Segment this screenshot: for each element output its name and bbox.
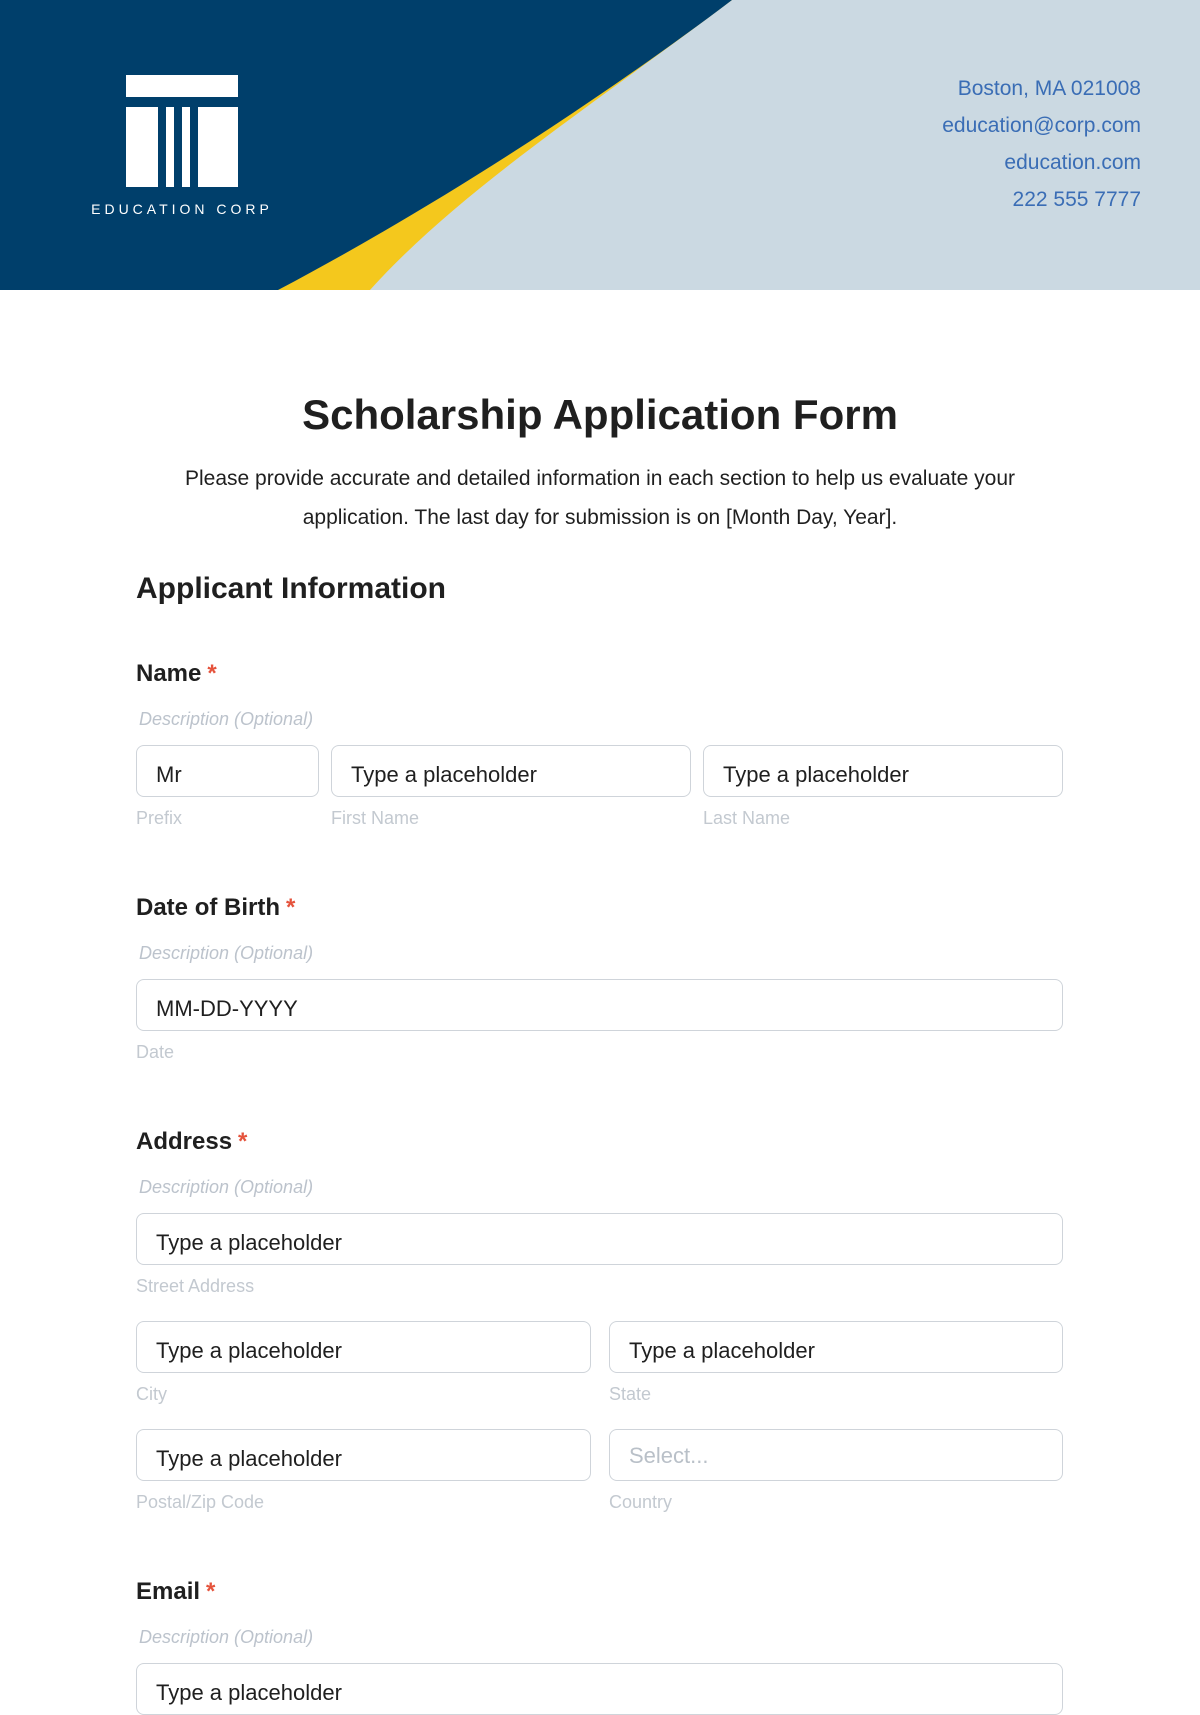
required-marker: *	[206, 1578, 216, 1605]
dob-description: Description (Optional)	[139, 943, 314, 963]
country-sublabel: Country	[609, 1492, 673, 1512]
contact-info	[942, 73, 1141, 221]
contact-phone: 222 555 7777	[1012, 188, 1141, 211]
section-title: Applicant Information	[136, 572, 446, 605]
state-sublabel: State	[609, 1384, 652, 1404]
required-marker: *	[238, 1128, 248, 1155]
first-name-sublabel: First Name	[331, 808, 420, 828]
last-name-input[interactable]: Type a placeholder	[703, 745, 1063, 797]
dob-input[interactable]: MM-DD-YYYY	[136, 979, 1063, 1031]
city-input[interactable]: Type a placeholder	[136, 1321, 591, 1373]
header-banner	[0, 0, 1200, 290]
postal-code-sublabel: Postal/Zip Code	[136, 1492, 265, 1512]
dob-sublabel: Date	[136, 1042, 175, 1062]
city-sublabel: City	[136, 1384, 167, 1404]
dob-label: Date of Birth *	[136, 894, 296, 921]
contact-email[interactable]: education@corp.com	[942, 114, 1141, 137]
logo	[84, 75, 280, 217]
form-title: Scholarship Application Form	[302, 391, 898, 438]
address-label: Address *	[136, 1128, 248, 1155]
required-marker: *	[286, 894, 296, 921]
state-input[interactable]: Type a placeholder	[609, 1321, 1063, 1373]
street-address-input[interactable]: Type a placeholder	[136, 1213, 1063, 1265]
address-description: Description (Optional)	[139, 1177, 314, 1197]
email-input[interactable]: Type a placeholder	[136, 1663, 1063, 1715]
name-description: Description (Optional)	[139, 709, 314, 729]
company-name: EDUCATION CORP	[91, 201, 273, 217]
prefix-sublabel: Prefix	[136, 808, 183, 828]
required-marker: *	[207, 660, 217, 687]
prefix-input[interactable]: Mr	[136, 745, 319, 797]
street-address-sublabel: Street Address	[136, 1276, 255, 1296]
contact-website[interactable]: education.com	[1004, 151, 1141, 174]
country-select[interactable]: Select...	[609, 1429, 1063, 1481]
name-label: Name *	[136, 660, 217, 687]
postal-code-input[interactable]: Type a placeholder	[136, 1429, 591, 1481]
email-label: Email *	[136, 1578, 216, 1605]
contact-address: Boston, MA 021008	[957, 77, 1141, 100]
email-description: Description (Optional)	[139, 1627, 314, 1647]
last-name-sublabel: Last Name	[703, 808, 791, 828]
form-intro: Please provide accurate and detailed information in each section to help us evaluate your application. The last day for submission is on [Month Day, Year].	[184, 467, 1016, 529]
first-name-input[interactable]: Type a placeholder	[331, 745, 691, 797]
pillar-logo-icon	[126, 75, 238, 187]
